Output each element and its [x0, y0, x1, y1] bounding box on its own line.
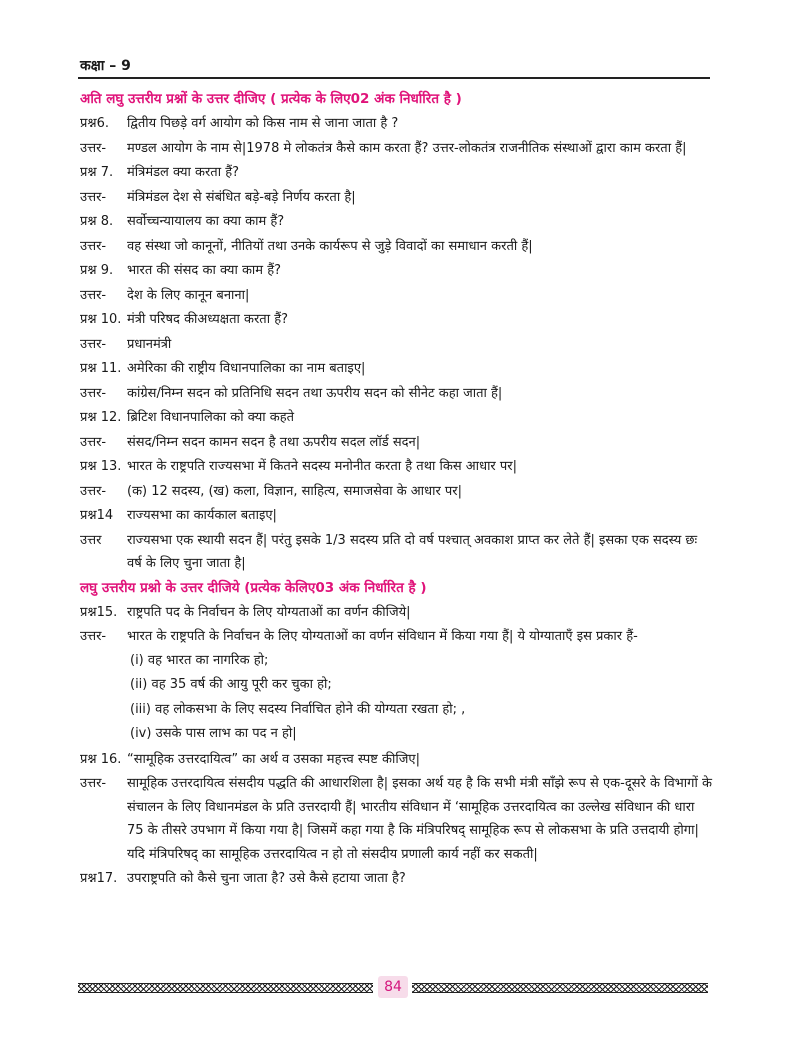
question-label: प्रश्न 7. [80, 165, 114, 180]
answer-label: उत्तर- [80, 483, 107, 499]
class-label: कक्षा – 9 [80, 58, 131, 74]
question-text: द्वितीय पिछड़े वर्ग आयोग को किस नाम से जाना जाता है ? [127, 116, 399, 131]
qualification-item: (i) वह भारत का नागरिक हो; [130, 652, 269, 668]
answer-text: मण्डल आयोग के नाम से|1978 मे लोकतंत्र कैसे काम करता हैं? उत्तर-लोकतंत्र राजनीतिक संस्थाओं द्वारा काम करता हैं| [127, 140, 687, 156]
answer-text: राज्यसभा एक स्थायी सदन हैं| परंतु इसके 1/3 सदस्य प्रति दो वर्ष पश्चात् अवकाश प्राप्त कर लेते हैं| इसका एक सदस्य छः वर्ष के लिए चुना जाता है| [127, 532, 698, 571]
answer-label: उत्तर- [80, 434, 107, 450]
answer-text: देश के लिए कानून बनाना| [127, 287, 250, 303]
question-text: सर्वोच्चन्यायालय का क्या काम हैं? [127, 214, 285, 229]
question-row [80, 112, 712, 136]
page-footer [78, 980, 708, 994]
answer-row [80, 235, 712, 259]
question-label: प्रश्न15. [80, 604, 118, 620]
qualification-item: (iii) वह लोकसभा के लिए सदस्य निर्वाचित होने की योग्यता रखता हो; , [130, 701, 466, 717]
question-label: प्रश्न 10. [80, 312, 122, 327]
question-row [80, 504, 712, 528]
answer-label: उत्तर- [80, 189, 107, 205]
answer-row [80, 284, 712, 308]
qualification-item: (ii) वह 35 वर्ष की आयु पूरी कर चुका हो; [130, 677, 332, 692]
question-text: मंत्री परिषद कीअध्यक्षता करता हैं? [127, 312, 289, 327]
answer-text: भारत के राष्ट्रपति के निर्वाचन के लिए योग्यताओं का वर्णन संविधान में किया गया हैं| ये योग्याताएँ इस प्रकार हैं- [127, 629, 638, 644]
answer-label: उत्तर- [80, 776, 107, 791]
answer-label: उत्तर- [80, 629, 107, 644]
footer-ornament-left [78, 983, 373, 993]
answer-text: कांग्रेस/निम्न सदन को प्रतिनिधि सदन तथा ऊपरीय सदन को सीनेट कहा जाता हैं| [127, 385, 503, 401]
question-16 [80, 748, 712, 772]
question-label: प्रश्न 9. [80, 263, 114, 278]
question-label: प्रश्न6. [80, 116, 109, 131]
question-text: भारत के राष्ट्रपति राज्यसभा में कितने सदस्य मनोनीत करता है तथा किस आधार पर| [127, 459, 517, 474]
very-short-qa-list [80, 112, 712, 576]
question-label: प्रश्न14 [80, 508, 114, 523]
answer-row [80, 382, 712, 406]
answer-16 [80, 772, 712, 866]
question-row [80, 455, 712, 479]
question-row [80, 357, 712, 381]
section-heading-very-short: अति लघु उत्तरीय प्रश्नों के उत्तर दीजिए ( प्रत्येक के लिए02 अंक निर्धारित है ) [80, 91, 462, 107]
answer-text: (क) 12 सदस्य, (ख) कला, विज्ञान, साहित्य, समाजसेवा के आधार पर| [127, 483, 462, 499]
header-rule [78, 77, 710, 79]
answer-label: उत्तर- [80, 238, 107, 254]
question-text: भारत की संसद का क्या काम हैं? [127, 263, 281, 278]
question-label: प्रश्न 12. [80, 410, 122, 425]
answer-label: उत्तर- [80, 385, 107, 401]
question-text: उपराष्ट्रपति को कैसे चुना जाता है? उसे कैसे हटाया जाता है? [127, 871, 406, 886]
question-label: प्रश्न 16. [80, 751, 122, 767]
question-label: प्रश्न 13. [80, 459, 122, 474]
answer-15 [80, 625, 712, 649]
answer-label: उत्तर- [80, 336, 107, 352]
qualification-item: (iv) उसके पास लाभ का पद न हो| [130, 726, 297, 741]
question-row [80, 406, 712, 430]
question-text: “सामूहिक उत्तरदायित्व” का अर्थ व उसका महत्त्व स्पष्ट कीजिए| [127, 751, 420, 767]
question-text: अमेरिका की राष्ट्रीय विधानपालिका का नाम बताइए| [127, 361, 366, 376]
question-text: मंत्रिमंडल क्या करता हैं? [127, 165, 239, 180]
question-label: प्रश्न 11. [80, 361, 122, 376]
question-text: राज्यसभा का कार्यकाल बताइए| [127, 508, 277, 523]
question-text: ब्रिटिश विधानपालिका को क्या कहते [127, 410, 295, 425]
question-row [80, 161, 712, 185]
answer-text: सामूहिक उत्तरदायित्व संसदीय पद्धति की आधारशिला है| इसका अर्थ यह है कि सभी मंत्री साँझे रूप से एक-दूसरे के विभागों के संचालन के लिए विधानमंडल के प्रति उत्तरदायी हैं| भारतीय संविधान में ‘सामूहिक उत्तरदायित्व का उल्लेख संविधान की धारा 75 के तीसरे उपभाग में किया गया है| जिसमें कहा गया है कि मंत्रिपरिषद् सामूहिक रूप से लोकसभा के प्रति उत्तदायी होगा| यदि मंत्रिपरिषद् का सामूहिक उत्तरदायित्व न हो तो संसदीय प्रणाली कार्य नहीं कर सकती| [127, 776, 712, 862]
answer-text: मंत्रिमंडल देश से संबंधित बड़े-बड़े निर्णय करता है| [127, 189, 356, 205]
answer-label: उत्तर [80, 532, 102, 548]
question-row [80, 308, 712, 332]
answer-row [80, 137, 712, 161]
question-label: प्रश्न 8. [80, 214, 114, 229]
question-17 [80, 867, 712, 891]
answer-text: संसद/निम्न सदन कामन सदन है तथा ऊपरीय सदल लॉर्ड सदन| [127, 434, 421, 450]
answer-row [80, 431, 712, 455]
answer-text: प्रधानमंत्री [127, 336, 172, 352]
page-content [80, 88, 712, 891]
answer-label: उत्तर- [80, 140, 107, 156]
question-row [80, 259, 712, 283]
answer-row [80, 480, 712, 504]
question-row [80, 210, 712, 234]
page-number: 84 [378, 976, 408, 998]
answer-row [80, 529, 712, 576]
answer-row [80, 333, 712, 357]
question-label: प्रश्न17. [80, 871, 118, 886]
qualification-list [80, 649, 712, 747]
answer-label: उत्तर- [80, 287, 107, 303]
question-15 [80, 601, 712, 625]
answer-row [80, 186, 712, 210]
answer-text: वह संस्था जो कानूनों, नीतियों तथा उनके कार्यरूप से जुड़े विवादों का समाधान करती हैं| [127, 238, 533, 254]
question-text: राष्ट्रपति पद के निर्वाचन के लिए योग्यताओं का वर्णन कीजिये| [127, 604, 411, 620]
section-heading-short: लघु उत्तरीय प्रश्नो के उत्तर दीजिये (प्रत्येक केलिए03 अंक निर्धारित है ) [80, 579, 427, 596]
footer-ornament-right [412, 983, 708, 993]
